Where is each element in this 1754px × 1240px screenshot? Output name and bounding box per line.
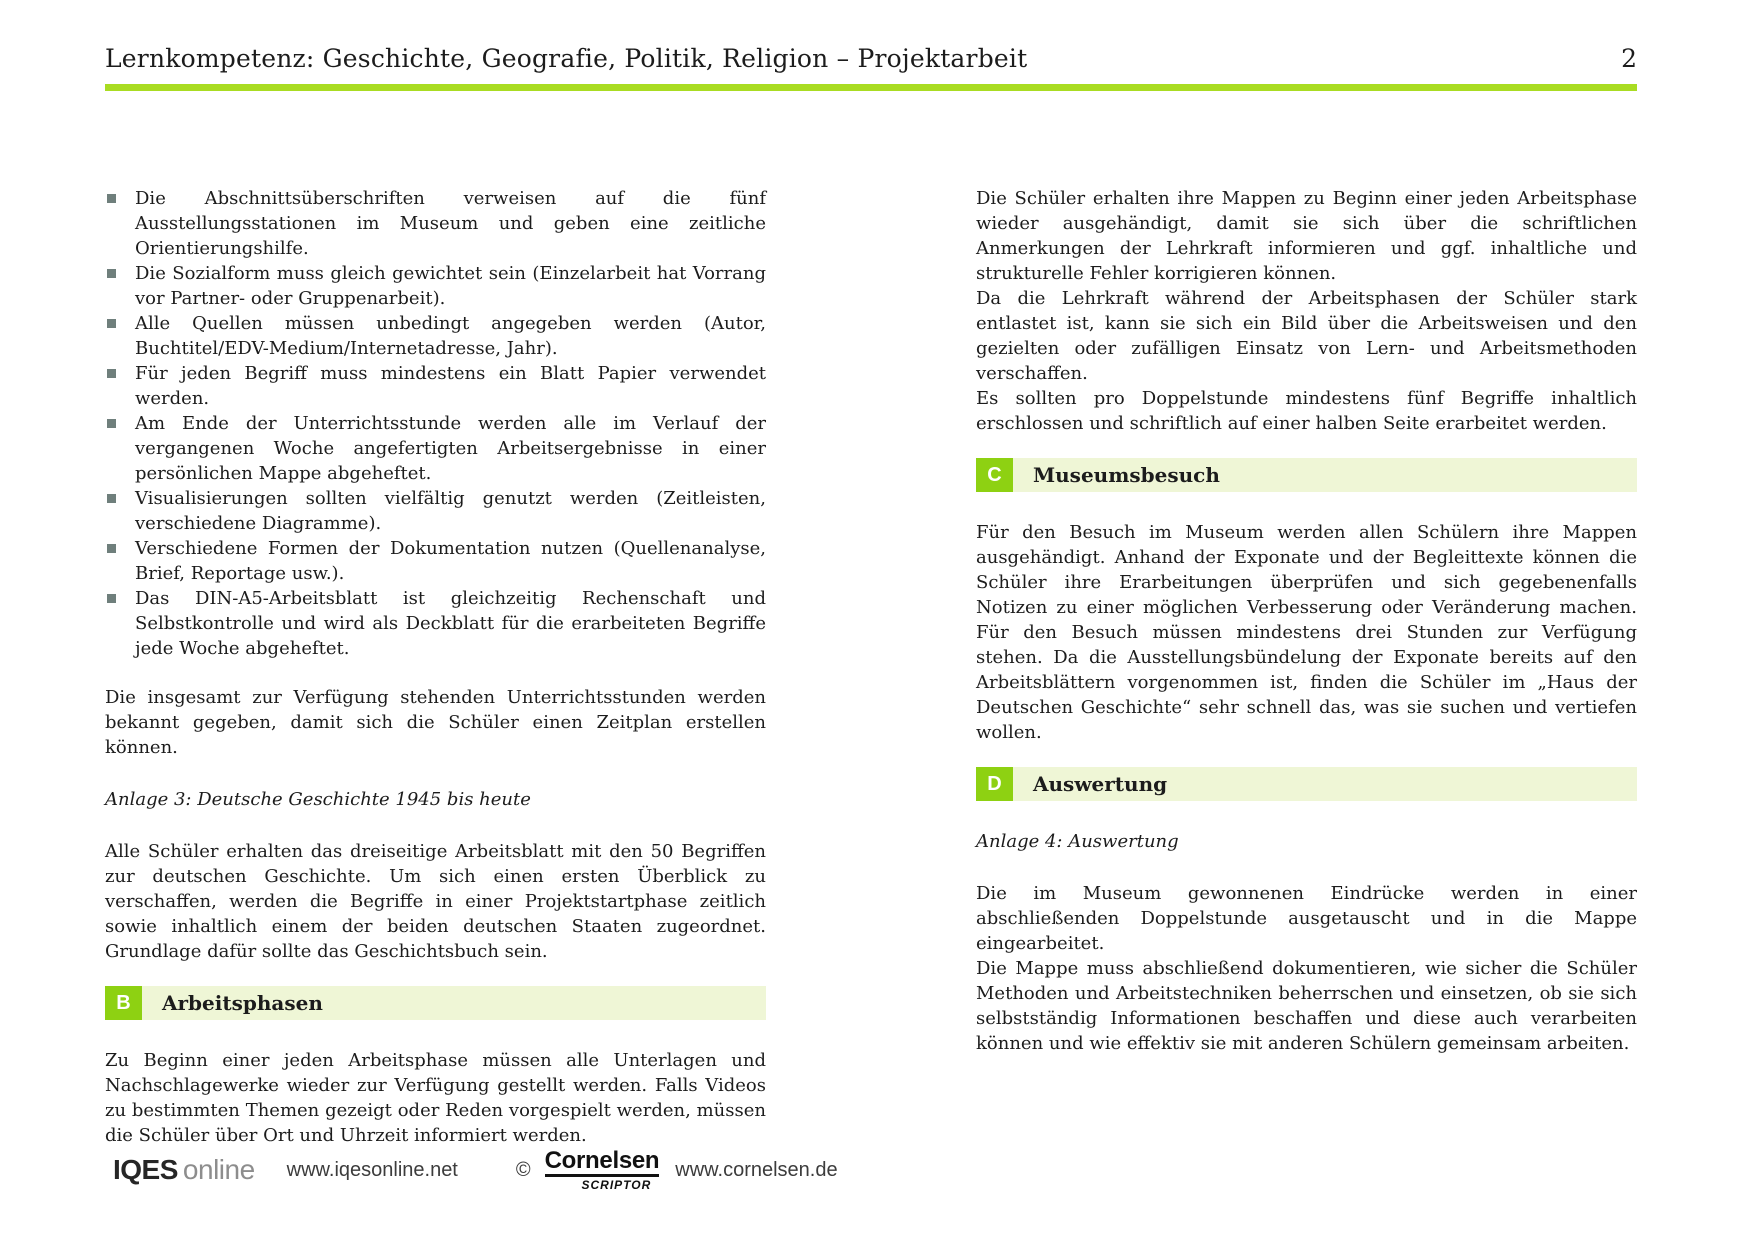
section-title: Auswertung <box>1033 771 1168 796</box>
iqes-logo-text: IQES <box>113 1154 178 1186</box>
paragraph: Die insgesamt zur Verfügung stehenden Unterrichtsstunden werden bekannt gegeben, damit sich die Schüler einen Zeitplan erstellen können. <box>105 687 766 758</box>
paragraph: Zu Beginn einer jeden Arbeitsphase müssen alle Unterlagen und Nachschlagewerke wieder zur Verfügung gestellt werden. Falls Videos zu bestimmten Themen gezeigt oder Reden vorgespielt werden, müssen die Schüler über Ort und Uhrzeit informiert werden. <box>105 1050 766 1146</box>
left-column <box>105 186 766 1148</box>
paragraph: Für den Besuch im Museum werden allen Schülern ihre Mappen ausgehändigt. Anhand der Exponate und der Begleittexte können die Schüler ihre Erarbeitungen überprüfen und sich gegebenenfalls Notizen zu einer möglichen Verbesserung oder Veränderung machen. Für den Besuch müssen mindestens drei Stunden zur Verfügung stehen. Da die Ausstellungsbündelung der Exponate bereits auf den Arbeitsblättern vorgenommen ist, finden die Schüler im „Haus der Deutschen Geschichte“ sehr schnell das, was sie suchen und vertiefen wollen. <box>976 522 1637 743</box>
cornelsen-logo <box>545 1148 660 1192</box>
list-item-text: Für jeden Begriff muss mindestens ein Blatt Papier verwendet werden. <box>135 363 766 409</box>
page-footer <box>113 1148 838 1192</box>
section-header-c <box>976 458 1637 492</box>
list-item <box>105 186 766 261</box>
paragraph: Alle Schüler erhalten das dreiseitige Arbeitsblatt mit den 50 Begriffen zur deutschen Geschichte. Um sich einen ersten Überblick zu verschaffen, werden die Begriffe in einer Projektstartphase zeitlich sowie inhaltlich einem der beiden deutschen Staaten zugeordnet. Grundlage dafür sollte das Geschichtsbuch sein. <box>105 841 766 962</box>
list-item <box>105 486 766 536</box>
paragraph: Da die Lehrkraft während der Arbeitsphasen der Schüler stark entlastet ist, kann sie sich ein Bild über die Arbeitsweisen und den gezielten oder zufälligen Einsatz von Lern- und Arbeitsmethoden verschaffen. <box>976 288 1637 384</box>
paragraph: Die Mappe muss abschließend dokumentieren, wie sicher die Schüler Methoden und Arbeitstechniken beherrschen und einsetzen, ob sie sich selbstständig Informationen beschaffen und diese auch verarbeiten können und wie effektiv sie mit anderen Schülern gemeinsam arbeiten. <box>976 958 1637 1054</box>
list-item <box>105 586 766 661</box>
section-title: Museumsbesuch <box>1033 462 1220 487</box>
iqes-url: www.iqesonline.net <box>286 1158 458 1181</box>
section-title: Arbeitsphasen <box>162 990 323 1015</box>
list-item-text: Verschiedene Formen der Dokumentation nutzen (Quellenanalyse, Brief, Reportage usw.). <box>135 538 766 584</box>
content-area <box>105 186 1637 1148</box>
cornelsen-logo-text: Cornelsen <box>545 1148 660 1177</box>
list-item-text: Das DIN-A5-Arbeitsblatt ist gleichzeitig Rechenschaft und Selbstkontrolle und wird als Deckblatt für die erarbeiteten Begriffe jede Woche abgeheftet. <box>135 588 766 659</box>
list-item <box>105 311 766 361</box>
paragraph: Es sollten pro Doppelstunde mindestens fünf Begriffe inhaltlich erschlossen und schriftlich auf einer halben Seite erarbeitet werden. <box>976 388 1637 434</box>
list-item-text: Die Abschnittsüberschriften verweisen auf die fünf Ausstellungsstationen im Museum und geben eine zeitliche Orientierungshilfe. <box>135 188 766 259</box>
iqes-logo-online-text: online <box>182 1154 255 1186</box>
annex-4-label: Anlage 4: Auswertung <box>976 831 1179 852</box>
page-header <box>105 44 1637 73</box>
section-letter-badge: C <box>976 458 1013 492</box>
annex-3-label: Anlage 3: Deutsche Geschichte 1945 bis heute <box>105 789 531 810</box>
section-header-b <box>105 986 766 1020</box>
section-letter-badge: D <box>976 767 1013 801</box>
bullet-list <box>105 186 766 661</box>
cornelsen-scriptor-text: SCRIPTOR <box>581 1178 652 1193</box>
iqes-logo <box>113 1154 255 1186</box>
list-item-text: Am Ende der Unterrichtsstunde werden alle im Verlauf der vergangenen Woche angefertigten Arbeitsergebnisse in einer persönlichen Mappe abgeheftet. <box>135 413 766 484</box>
list-item <box>105 411 766 486</box>
copyright-symbol: © <box>515 1158 531 1181</box>
list-item-text: Alle Quellen müssen unbedingt angegeben werden (Autor, Buchtitel/EDV-Medium/Internetadresse, Jahr). <box>135 313 766 359</box>
paragraph: Die im Museum gewonnenen Eindrücke werden in einer abschließenden Doppelstunde ausgetauscht und in die Mappe eingearbeitet. <box>976 883 1637 954</box>
list-item-text: Visualisierungen sollten vielfältig genutzt werden (Zeitleisten, verschiedene Diagramme). <box>135 488 766 534</box>
section-header-d <box>976 767 1637 801</box>
cornelsen-url: www.cornelsen.de <box>675 1158 838 1181</box>
list-item <box>105 261 766 311</box>
list-item <box>105 361 766 411</box>
right-column <box>976 186 1637 1148</box>
page-title: Lernkompetenz: Geschichte, Geografie, Politik, Religion – Projektarbeit <box>105 44 1028 73</box>
header-rule <box>105 84 1637 91</box>
section-letter-badge: B <box>105 986 142 1020</box>
list-item-text: Die Sozialform muss gleich gewichtet sein (Einzelarbeit hat Vorrang vor Partner- oder Gruppenarbeit). <box>135 263 766 309</box>
page-number: 2 <box>1621 44 1637 73</box>
paragraph: Die Schüler erhalten ihre Mappen zu Beginn einer jeden Arbeitsphase wieder ausgehändigt, damit sie sich über die schriftlichen Anmerkungen der Lehrkraft informieren und ggf. inhaltliche und strukturelle Fehler korrigieren können. <box>976 188 1637 284</box>
list-item <box>105 536 766 586</box>
